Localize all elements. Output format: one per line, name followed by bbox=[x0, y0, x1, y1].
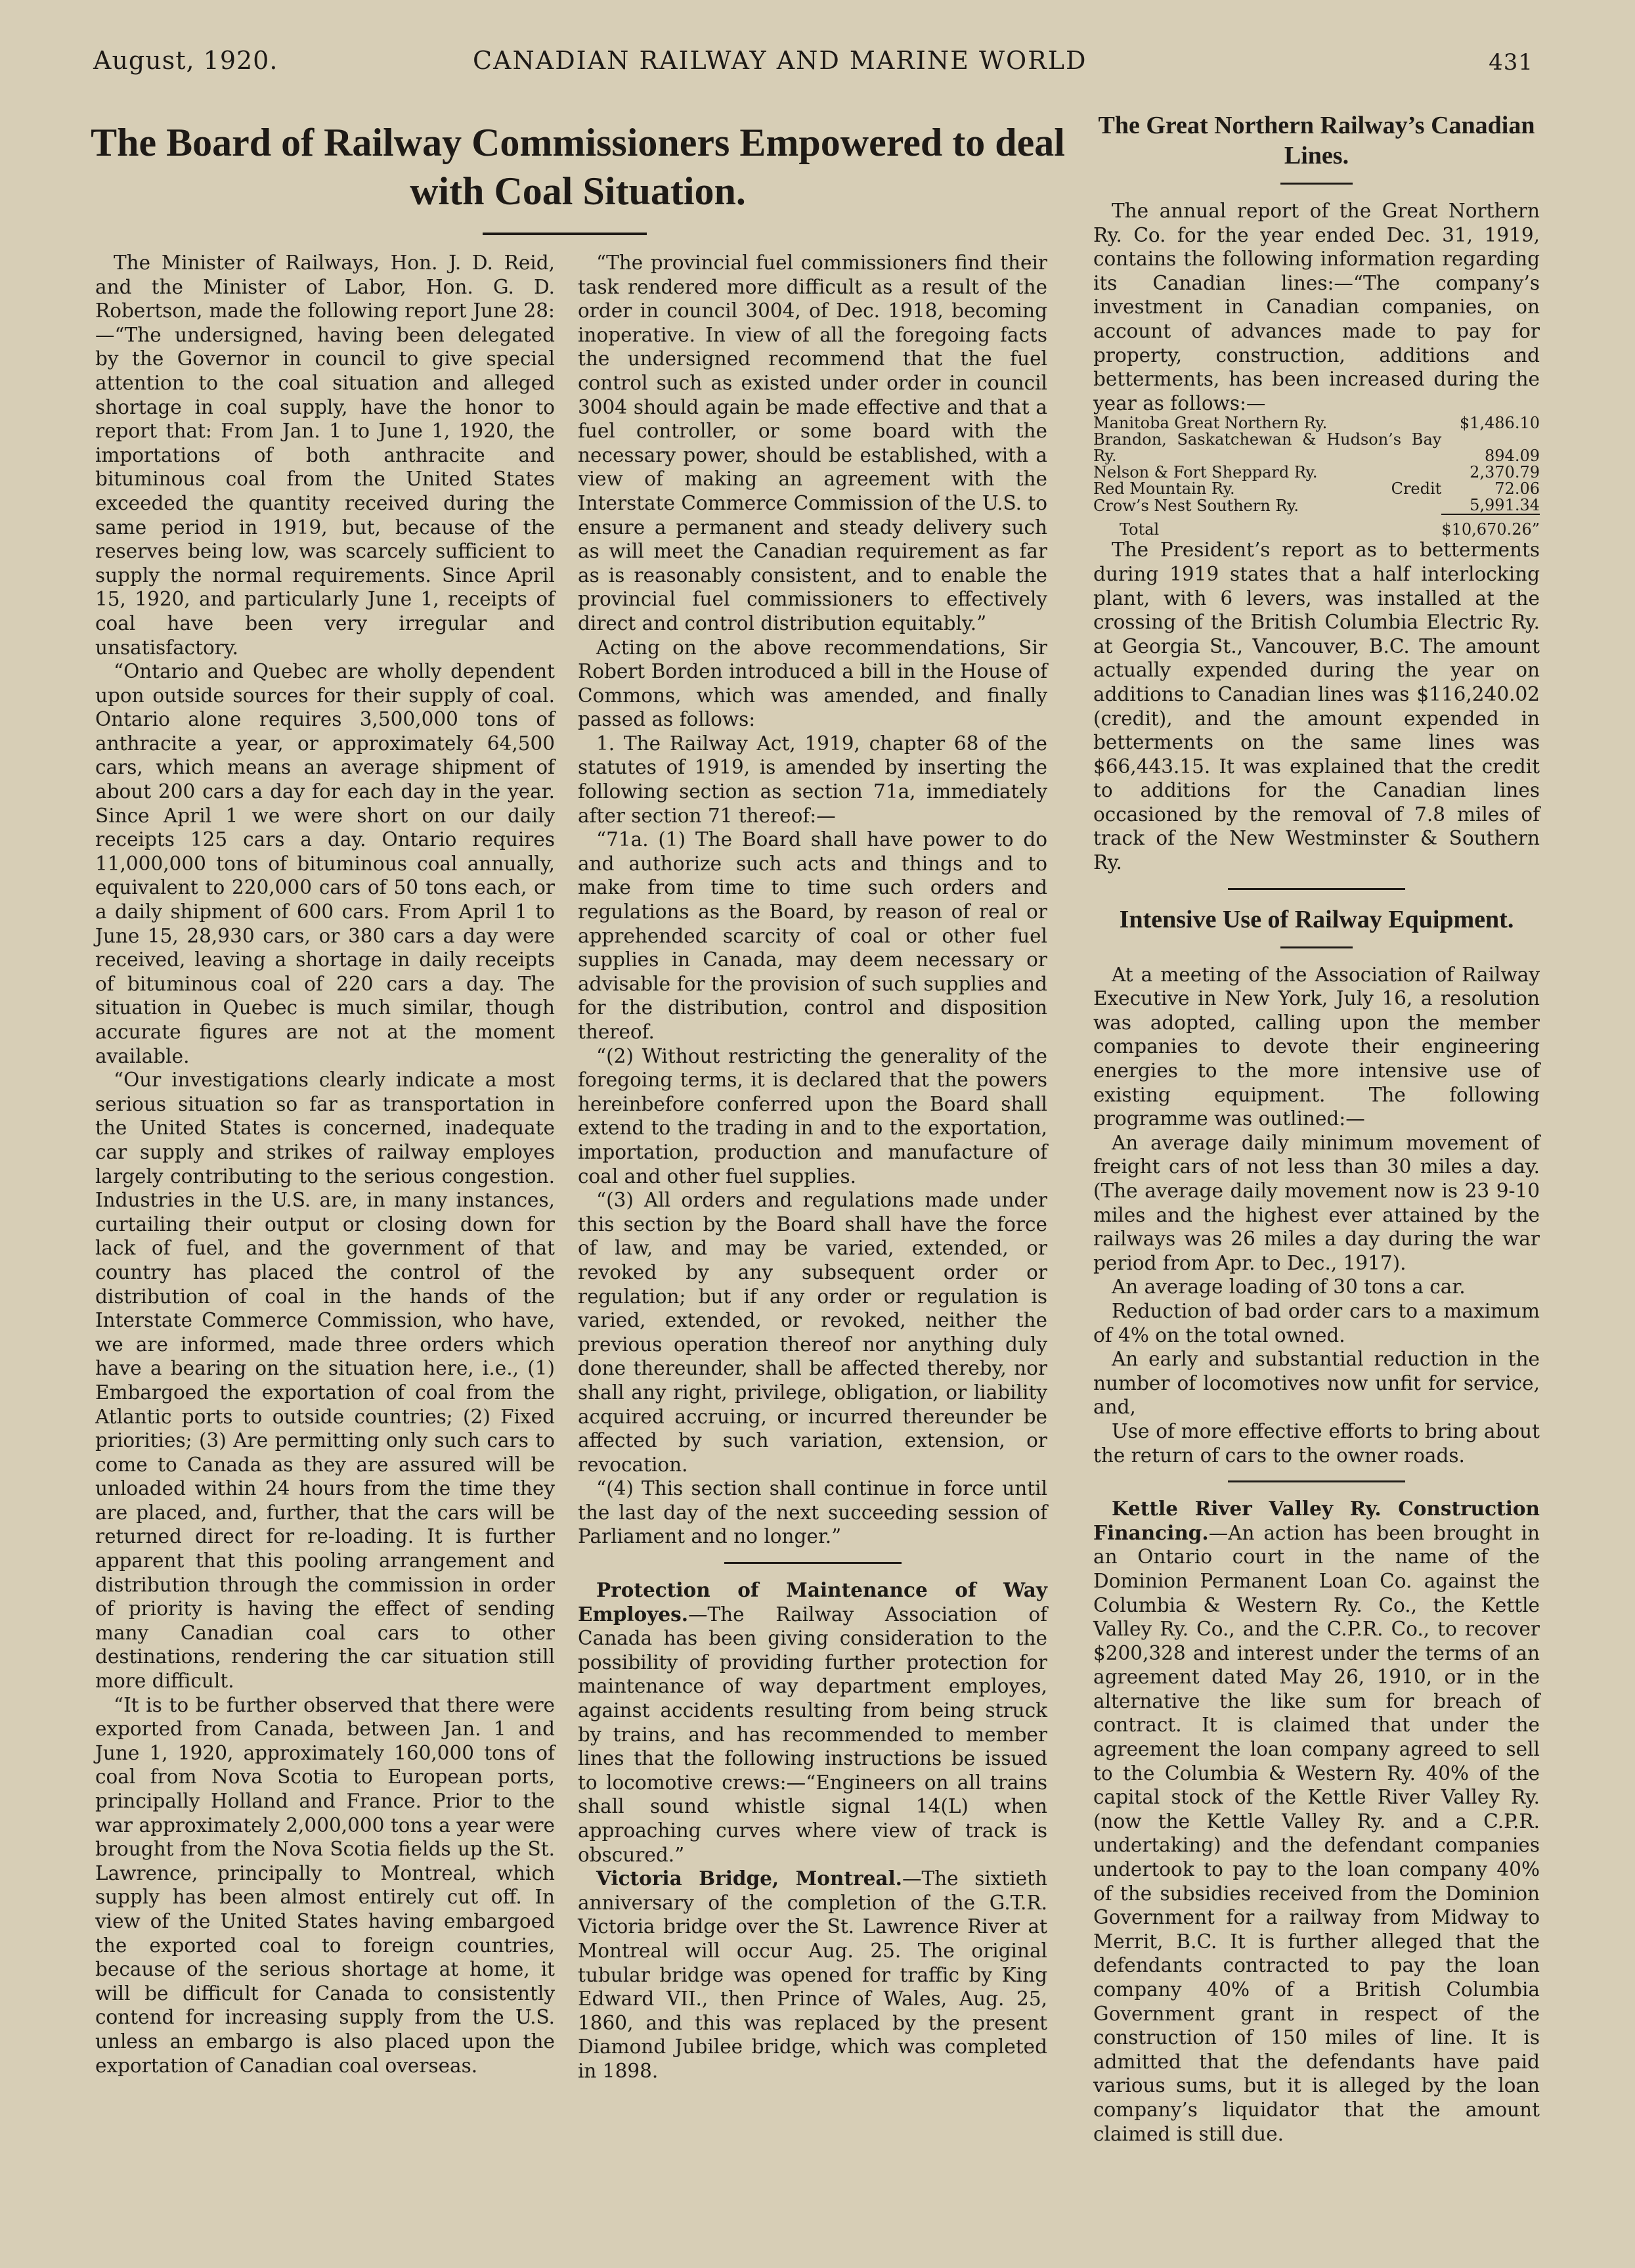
intensive-title: Intensive Use of Railway Equipment. bbox=[1119, 905, 1514, 933]
protection-body: —The Railway Association of Canada has been giving consideration to the possibility of providing further protection for maintenance of way department employes, against accidents resulting from being struck by trains, and has recommended to member lines that the following instructions be issued to locomotive crews:—“Engineers on all trains shall sound whistle signal 14(L) when approaching curves where view of track is obscured.” bbox=[578, 1603, 1047, 1866]
great-northern-intro: The annual report of the Great Northern Ry. Co. for the year ended Dec. 31, 1919, contains the following information regarding its Canadian lines:—“The company’s investment in Canadian companies, on account of advances made to pay for property, construction, additions and betterments, has been increased during the year as follows:— bbox=[1093, 200, 1540, 414]
table-total-label: Total bbox=[1120, 520, 1160, 539]
kettle-heading: Kettle River Valley Ry. Construction Financing. bbox=[1093, 1497, 1540, 1544]
article-paragraph: “Ontario and Quebec are wholly dependent upon outside sources for their supply of coal. Ontario alone requires 3,500,000 tons of anthracite a year, or approximately 64,500 cars, which means an average shipment of about 200 cars a day for each day in the year. Since April 1 we were short on our daily receipts 125 cars a day. Ontario requires 11,000,000 tons of bituminous coal annually, equivalent to 220,000 cars of 50 tons each, or a daily shipment of 600 cars. From April 1 to June 15, 28,930 cars, or 380 cars a day were received, leaving a shortage in daily receipts of bituminous coal of 220 cars a day. The situation in Quebec is much similar, though accurate figures are not at the moment available. bbox=[95, 660, 555, 1067]
column-2 bbox=[578, 251, 1047, 2083]
section-divider bbox=[724, 1562, 902, 1564]
intensive-intro: At a meeting of the Association of Railway Executive in New York, July 16, a resolution was adopted, calling upon the member companies to devote their engineering energies to the more intensive use of existing equipment. The following programme was outlined:— bbox=[1093, 963, 1540, 1130]
table-total-amount: $10,670.26” bbox=[1441, 514, 1540, 538]
programme-item: An average loading of 30 tons a car. bbox=[1112, 1276, 1466, 1299]
page-number: 431 bbox=[1489, 49, 1533, 76]
table-row bbox=[1093, 432, 1540, 464]
title-rule bbox=[483, 233, 647, 235]
heading-rule bbox=[1280, 946, 1353, 948]
article-paragraph: “(2) Without restricting the generality of the foregoing terms, it is declared that the powers hereinbefore conferred upon the Board shall extend to the trading in and to the exportation, importation, production and manufacture of coal and other fuel supplies. bbox=[578, 1044, 1047, 1188]
protection-heading: Protection of Maintenance of Way Employes. bbox=[578, 1578, 1047, 1626]
column-3 bbox=[1093, 110, 1540, 2146]
table-cell-name: Manitoba Great Northern Ry. bbox=[1093, 414, 1328, 433]
heading-rule bbox=[1280, 183, 1353, 185]
article-paragraph: “(4) This section shall continue in force until the last day of the next succeeding session of Parliament and no longer.” bbox=[578, 1477, 1047, 1548]
table-row bbox=[1093, 481, 1540, 497]
column-1 bbox=[95, 251, 555, 2078]
section-divider bbox=[1228, 1480, 1405, 1482]
kettle-item bbox=[1093, 1497, 1540, 2146]
great-northern-title: The Great Northern Railway’s Canadian Lines. bbox=[1098, 112, 1535, 169]
investment-table bbox=[1093, 415, 1540, 538]
article-paragraph: The Minister of Railways, Hon. J. D. Reid, and the Minister of Labor, Hon. G. D. Robertson, made the following report June 28:—“The undersigned, having been delegated by the Governor in council to give special attention to the coal situation and alleged shortage in coal supply, have the honor to report that: From Jan. 1 to June 1, 1920, the importations of both anthracite and bituminous coal from the United States exceeded the quantity received during the same period in 1919, but, because of the reserves being low, was scarcely sufficient to supply the normal requirements. Since April 15, 1920, and particularly June 1, receipts of coal have been very irregular and unsatisfactory. bbox=[95, 252, 555, 659]
article-paragraph: “The provincial fuel commissioners find their task rendered more difficult as a result of the order in council 3004, of Dec. 1918, becoming inoperative. In view of all the foregoing facts the undersigned recommend that the fuel control such as existed under order in council 3004 should again be made effective and that a fuel controller, or some board with the necessary power, should be established, with a view of making an agreement with the Interstate Commerce Commission of the U.S. to ensure a permanent and steady delivery such as will meet the Canadian requirement as far as is reasonably consistent, and to enable the provincial fuel commissioners to effectively direct and control distribution equitably.” bbox=[578, 252, 1047, 634]
article-paragraph: “Our investigations clearly indicate a most serious situation so far as transportation in the United States is concerned, inadequate car supply and strikes of railway employes largely contributing to the serious congestion. Industries in the U.S. are, in many instances, curtailing their output or closing down for lack of fuel, and the government of that country has placed the control of the distribution of coal in the hands of the Interstate Commerce Commission, who have, we are informed, made three orders which have a bearing on the situation here, i.e., (1) Embargoed the exportation of coal from the Atlantic ports to outside countries; (2) Fixed priorities; (3) Are permitting only such cars to come to Canada as they are assured will be unloaded within 24 hours from the time they are placed, and, further, that the cars will be returned direct for re-loading. It is further apparent that this pooling arrangement and distribution through the commission in order of priority is having the effect of sending many Canadian coal cars to other destinations, rendering the car situation still more difficult. bbox=[95, 1069, 555, 1693]
table-cell-name: Brandon, Saskatchewan & Hudson’s Bay Ry. bbox=[1093, 430, 1442, 466]
publication-title: CANADIAN RAILWAY AND MARINE WORLD bbox=[473, 46, 1087, 75]
table-row bbox=[1093, 497, 1540, 514]
great-northern-body: The President’s report as to betterments during 1919 states that a half interlocking plant, with 6 levers, was installed at the crossing of the British Columbia Electric Ry. at Georgia St., Vancouver, B.C. The amount actually expended during the year on additions to Canadian lines was $116,240.02 (credit), and the amount expended in betterments on the same lines was $66,443.15. It was explained that the credit to additions for the Canadian lines occasioned by the removal of 7.8 miles of track of the New Westminster & Southern Ry. bbox=[1093, 539, 1540, 874]
victoria-heading: Victoria Bridge, Montreal. bbox=[596, 1867, 902, 1890]
table-cell-amount: $1,486.10 bbox=[1459, 414, 1540, 433]
article-paragraph: “(3) All orders and regulations made under this section by the Board shall have the force of law, and may be varied, extended, or revoked by any subsequent order or regulation; but if any order or regulation is varied, extended, or revoked, neither the previous operation thereof nor anything duly done thereunder, shall be affected thereby, nor shall any right, privilege, obligation, or liability acquired accruing, or incurred thereunder be affected by such variation, extension, or revocation. bbox=[578, 1189, 1047, 1476]
article-paragraph: Acting on the above recommendations, Sir Robert Borden introduced a bill in the House of Commons, which was amended, and finally passed as follows: bbox=[578, 636, 1047, 731]
table-total-row bbox=[1093, 514, 1540, 538]
victoria-item bbox=[578, 1867, 1047, 2083]
table-cell-name: Crow’s Nest Southern Ry. bbox=[1093, 497, 1299, 516]
table-cell-amount: 5,991.34 bbox=[1470, 496, 1540, 515]
table-cell-amount: 894.09 bbox=[1485, 447, 1540, 466]
credit-note: Credit bbox=[1391, 479, 1442, 499]
kettle-body: —An action has been brought in an Ontario court in the name of the Dominion Permanent Loan Co. against the Columbia & Western Ry. Co., the Kettle Valley Ry. Co., and the C.P.R. Co., to recover $200,328 and interest under the terms of an agreement dated May 26, 1910, or in the alternative the like sum for breach of contract. It is claimed that under the agreement the loan company agreed to sell to the Columbia & Western Ry. 40% of the capital stock of the Kettle River Valley Ry. (now the Kettle Valley Ry. and a C.P.R. undertaking) and the defendant companies undertook to pay to the loan company 40% of the subsidies received from the Dominion Government for a railway from Midway to Merrit, B.C. It is further alleged that the defendants contracted to pay the loan company 40% of a British Columbia Government grant in respect of the construction of 150 miles of line. It is admitted that the defendants have paid various sums, but it is alleged by the loan company’s liquidator that the amount claimed is still due. bbox=[1093, 1521, 1540, 2145]
programme-item: An early and substantial reduction in the number of locomotives now unfit for service, and, bbox=[1093, 1348, 1540, 1419]
programme-item: An average daily minimum movement of freight cars of not less than 30 miles a day. (The average daily movement now is 23 9-10 miles and the highest ever attained by the railways was 26 miles a day during the war period from Apr. to Dec., 1917). bbox=[1093, 1131, 1540, 1274]
table-name: Red Mountain Ry. bbox=[1093, 479, 1235, 499]
article-paragraph: “71a. (1) The Board shall have power to do and authorize such acts and things and to make from time to time such orders and regulations as the Board, by reason of real or apprehended scarcity of coal or other fuel supplies in Canada, may deem necessary or advisable for the provision of such supplies and for the distribution, control and disposition thereof. bbox=[578, 828, 1047, 1043]
issue-date: August, 1920. bbox=[93, 46, 278, 75]
table-cell-amount: 72.06 bbox=[1494, 479, 1540, 499]
section-divider bbox=[1228, 888, 1405, 890]
article-paragraph: 1. The Railway Act, 1919, chapter 68 of the statutes of 1919, is amended by inserting the following section as section 71a, immediately after section 71 thereof:— bbox=[578, 732, 1047, 827]
table-cell-name bbox=[1093, 481, 1441, 497]
programme-item: Use of more effective efforts to bring about the return of cars to the owner roads. bbox=[1093, 1419, 1540, 1467]
table-row bbox=[1093, 464, 1540, 481]
table-cell-amount: 2,370.79 bbox=[1470, 463, 1540, 482]
table-cell-name: Nelson & Fort Sheppard Ry. bbox=[1093, 463, 1318, 482]
victoria-body: —The sixtieth anniversary of the completion of the G.T.R. Victoria bridge over the St. Lawrence River at Montreal will occur Aug. 25. The original tubular bridge was opened for traffic by King Edward VII., then Prince of Wales, Aug. 25, 1860, and this was replaced by the present Diamond Jubilee bridge, which was completed in 1898. bbox=[578, 1867, 1048, 2082]
article-paragraph: “It is to be further observed that there were exported from Canada, between Jan. 1 and June 1, 1920, approximately 160,000 tons of coal from Nova Scotia to European ports, principally Holland and France. Prior to the war approximately 2,000,000 tons a year were brought from the Nova Scotia fields up the St. Lawrence, principally to Montreal, which supply has been almost entirely cut off. In view of the United States having embargoed the exported coal to foreign countries, because of the serious shortage at home, it will be difficult for Canada to consistently contend for increasing supply from the U.S. unless an embargo is also placed upon the exportation of Canadian coal overseas. bbox=[95, 1693, 555, 2077]
table-row bbox=[1093, 415, 1540, 432]
main-article-title: The Board of Railway Commissioners Empowered to deal with Coal Situation. bbox=[91, 121, 1065, 213]
programme-item: Reduction of bad order cars to a maximum of 4% on the total owned. bbox=[1093, 1299, 1540, 1346]
protection-item bbox=[578, 1578, 1047, 1867]
